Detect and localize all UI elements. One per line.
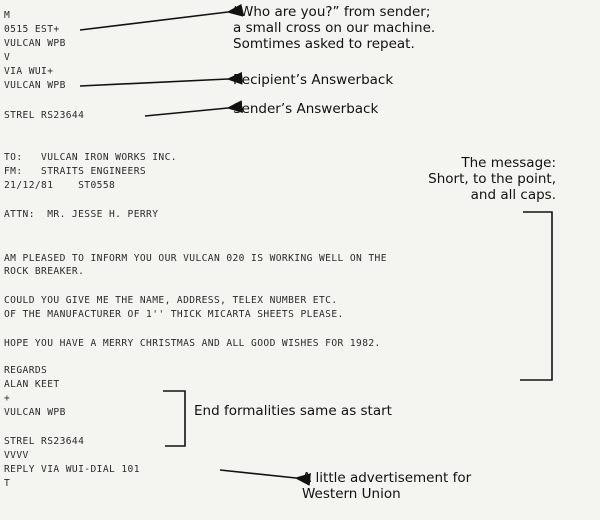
annotation-message: and all caps. bbox=[470, 187, 556, 203]
message-line: OF THE MANUFACTURER OF 1'' THICK MICARTA SHEETS PLEASE. bbox=[4, 309, 344, 320]
telex-header-line: VIA WUI+ bbox=[4, 66, 54, 77]
arrow-recipient-answerback bbox=[80, 79, 228, 86]
end-line: T bbox=[4, 478, 11, 489]
address-line: 21/12/81 ST0558 bbox=[4, 180, 116, 191]
annotation-who-are-you: a small cross on our machine. bbox=[233, 20, 436, 36]
bracket-message bbox=[520, 212, 552, 380]
closing-line: REGARDS bbox=[4, 365, 48, 376]
annotation-message: Short, to the point, bbox=[428, 171, 556, 187]
address-line: FM: STRAITS ENGINEERS bbox=[4, 166, 147, 177]
bracket-end-formalities bbox=[163, 391, 185, 446]
arrow-who-are-you bbox=[80, 12, 228, 30]
closing-line: ALAN KEET bbox=[4, 379, 60, 390]
annotation-advert: A little advertisement for bbox=[302, 470, 472, 486]
annotation-message: The message: bbox=[461, 155, 556, 171]
end-line: STREL RS23644 bbox=[4, 436, 85, 447]
arrow-sender-answerback bbox=[145, 108, 228, 116]
attn-line: ATTN: MR. JESSE H. PERRY bbox=[4, 209, 159, 220]
annotation-recipient-answerback: Recipient’s Answerback bbox=[233, 72, 394, 88]
message-line: ROCK BREAKER. bbox=[4, 266, 85, 277]
sender-answerback: STREL RS23644 bbox=[4, 110, 85, 121]
annotation-who-are-you: “Who are you?” from sender; bbox=[233, 4, 431, 20]
telex-header-line: VULCAN WPB bbox=[4, 38, 66, 49]
annotation-who-are-you: Somtimes asked to repeat. bbox=[233, 36, 415, 52]
telex-header-line: 0515 EST+ bbox=[4, 24, 60, 35]
telex-header-line: M bbox=[4, 10, 11, 21]
message-line: HOPE YOU HAVE A MERRY CHRISTMAS AND ALL GOOD WISHES FOR 1982. bbox=[4, 338, 381, 349]
annotation-end-formalities: End formalities same as start bbox=[194, 403, 392, 419]
end-line: REPLY VIA WUI-DIAL 101 bbox=[4, 464, 140, 475]
message-line: COULD YOU GIVE ME THE NAME, ADDRESS, TELEX NUMBER ETC. bbox=[4, 295, 338, 306]
closing-line: VULCAN WPB bbox=[4, 407, 66, 418]
address-line: TO: VULCAN IRON WORKS INC. bbox=[4, 152, 177, 163]
end-line: VVVV bbox=[4, 450, 29, 461]
annotation-advert: Western Union bbox=[302, 486, 401, 502]
annotation-sender-answerback: Sender’s Answerback bbox=[233, 101, 379, 117]
closing-line: + bbox=[4, 393, 11, 404]
arrow-advert bbox=[220, 470, 296, 478]
telex-header-line: VULCAN WPB bbox=[4, 80, 66, 91]
telex-header-line: V bbox=[4, 52, 11, 63]
message-line: AM PLEASED TO INFORM YOU OUR VULCAN 020 IS WORKING WELL ON THE bbox=[4, 253, 387, 264]
